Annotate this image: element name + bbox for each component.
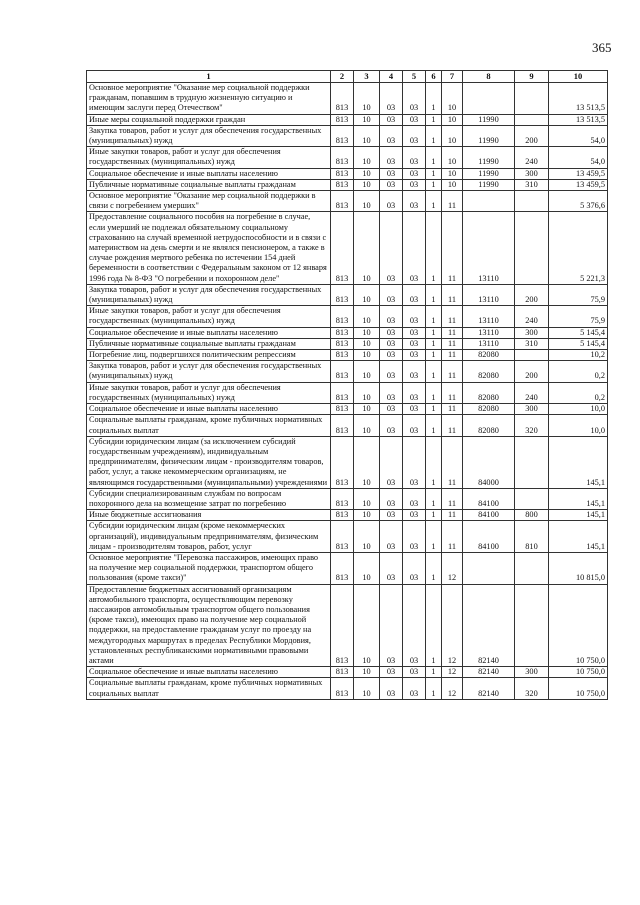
code-ministry: 813 [331,436,354,488]
code-section: 10 [354,212,380,284]
code-event: 11 [442,212,463,284]
code-direction [463,191,515,212]
code-subsection: 03 [380,436,403,488]
table-row [87,191,608,212]
code-expense-type: 320 [515,415,549,436]
code-direction [463,83,515,115]
table-row [87,521,608,553]
header-cell: 9 [515,71,549,83]
code-program: 03 [403,436,426,488]
code-program: 03 [403,521,426,553]
row-name: Предоставление бюджетных ассигнований организациям автомобильного транспорта, осуществляющим перевозку пассажиров автомобильным транспортом общего пользования (кроме такси), имеющих право на получение мер социальной поддержки, на предоставление гражданам услуг по проезду на междугородных маршрутах в пределах Республики Мордовия, установленных республиканскими нормативными правовыми актами [87,584,331,667]
row-name: Предоставление социального пособия на погребение в случае, если умерший не подлежал обязательному социальному страхованию на случай временной нетрудоспособности и в связи с материнством на день смерти и не являлся пенсионером, а также в случае рождения мертвого ребенка по истечении 154 дней беременности в соответствии с Федеральным законом от 12 января 1996 года № 8-ФЗ "О погребении и похоронном деле" [87,212,331,284]
code-subprogram: 1 [426,179,442,190]
code-event: 11 [442,191,463,212]
table-row [87,147,608,168]
amount: 54,0 [549,147,608,168]
table-row [87,350,608,361]
code-program: 03 [403,678,426,699]
row-name: Публичные нормативные социальные выплаты гражданам [87,179,331,190]
code-subsection: 03 [380,327,403,338]
code-section: 10 [354,678,380,699]
code-event: 12 [442,678,463,699]
code-expense-type: 200 [515,361,549,382]
code-ministry: 813 [331,147,354,168]
table-row [87,678,608,699]
amount: 13 459,5 [549,168,608,179]
code-section: 10 [354,382,380,403]
code-section: 10 [354,510,380,521]
code-subprogram: 1 [426,114,442,125]
code-direction: 82080 [463,350,515,361]
code-ministry: 813 [331,667,354,678]
code-program: 03 [403,350,426,361]
code-section: 10 [354,488,380,509]
code-expense-type: 310 [515,338,549,349]
code-program: 03 [403,338,426,349]
table-row [87,179,608,190]
table-row [87,125,608,146]
code-section: 10 [354,125,380,146]
table-row [87,382,608,403]
code-subsection: 03 [380,552,403,584]
code-ministry: 813 [331,678,354,699]
code-event: 11 [442,327,463,338]
code-section: 10 [354,552,380,584]
amount: 75,9 [549,306,608,327]
code-program: 03 [403,361,426,382]
code-direction: 11990 [463,114,515,125]
code-section: 10 [354,415,380,436]
code-event: 11 [442,488,463,509]
code-program: 03 [403,212,426,284]
header-cell: 3 [354,71,380,83]
code-subprogram: 1 [426,168,442,179]
code-direction: 13110 [463,306,515,327]
code-section: 10 [354,83,380,115]
header-row [87,71,608,83]
row-name: Социальное обеспечение и иные выплаты населению [87,327,331,338]
code-subprogram: 1 [426,191,442,212]
row-name: Иные закупки товаров, работ и услуг для обеспечения государственных (муниципальных) нужд [87,147,331,168]
code-ministry: 813 [331,284,354,305]
row-name: Публичные нормативные социальные выплаты гражданам [87,338,331,349]
amount: 5 145,4 [549,327,608,338]
table-row [87,415,608,436]
code-ministry: 813 [331,338,354,349]
row-name: Социальные выплаты гражданам, кроме публичных нормативных социальных выплат [87,415,331,436]
code-subprogram: 1 [426,488,442,509]
code-direction: 82080 [463,415,515,436]
amount: 10,0 [549,415,608,436]
code-program: 03 [403,83,426,115]
code-subprogram: 1 [426,125,442,146]
table-row [87,306,608,327]
code-event: 11 [442,436,463,488]
amount: 54,0 [549,125,608,146]
code-ministry: 813 [331,168,354,179]
amount: 10 750,0 [549,667,608,678]
code-event: 11 [442,521,463,553]
code-ministry: 813 [331,191,354,212]
code-event: 11 [442,510,463,521]
row-name: Основное мероприятие "Оказание мер социальной поддержки гражданам, попавшим в трудную жизненную ситуацию и имеющим заслуги перед Отечеством" [87,83,331,115]
code-ministry: 813 [331,404,354,415]
amount: 13 459,5 [549,179,608,190]
code-subprogram: 1 [426,678,442,699]
code-program: 03 [403,168,426,179]
amount: 13 513,5 [549,83,608,115]
code-ministry: 813 [331,415,354,436]
code-ministry: 813 [331,114,354,125]
code-program: 03 [403,415,426,436]
code-direction: 11990 [463,147,515,168]
code-section: 10 [354,350,380,361]
row-name: Иные закупки товаров, работ и услуг для обеспечения государственных (муниципальных) нужд [87,382,331,403]
code-subprogram: 1 [426,361,442,382]
table-row [87,168,608,179]
table-row [87,510,608,521]
code-event: 12 [442,552,463,584]
code-section: 10 [354,436,380,488]
code-section: 10 [354,284,380,305]
code-subsection: 03 [380,488,403,509]
code-direction: 82080 [463,404,515,415]
code-subprogram: 1 [426,284,442,305]
code-subsection: 03 [380,521,403,553]
code-section: 10 [354,667,380,678]
code-section: 10 [354,114,380,125]
code-ministry: 813 [331,584,354,667]
table-row [87,83,608,115]
code-event: 10 [442,147,463,168]
row-name: Погребение лиц, подвергшихся политическим репрессиям [87,350,331,361]
code-subprogram: 1 [426,552,442,584]
code-ministry: 813 [331,488,354,509]
code-expense-type: 800 [515,510,549,521]
code-event: 10 [442,125,463,146]
table-row [87,552,608,584]
code-direction: 11990 [463,179,515,190]
code-expense-type: 310 [515,179,549,190]
table-row [87,361,608,382]
code-event: 11 [442,382,463,403]
code-subsection: 03 [380,510,403,521]
code-program: 03 [403,382,426,403]
row-name: Социальное обеспечение и иные выплаты населению [87,667,331,678]
code-program: 03 [403,114,426,125]
code-expense-type [515,584,549,667]
code-subsection: 03 [380,667,403,678]
amount: 5 376,6 [549,191,608,212]
header-cell: 2 [331,71,354,83]
code-section: 10 [354,338,380,349]
code-subsection: 03 [380,678,403,699]
row-name: Закупка товаров, работ и услуг для обеспечения государственных (муниципальных) нужд [87,361,331,382]
amount: 10 750,0 [549,584,608,667]
code-section: 10 [354,404,380,415]
code-subprogram: 1 [426,404,442,415]
table-row [87,488,608,509]
code-event: 12 [442,584,463,667]
code-ministry: 813 [331,510,354,521]
code-subprogram: 1 [426,510,442,521]
code-program: 03 [403,191,426,212]
code-subprogram: 1 [426,415,442,436]
header-cell: 10 [549,71,608,83]
code-program: 03 [403,667,426,678]
amount: 0,2 [549,361,608,382]
code-event: 11 [442,284,463,305]
code-event: 10 [442,168,463,179]
code-direction: 84100 [463,510,515,521]
header-cell: 1 [87,71,331,83]
code-expense-type: 240 [515,306,549,327]
row-name: Субсидии специализированным службам по вопросам похоронного дела на возмещение затрат по погребению [87,488,331,509]
table-row [87,114,608,125]
amount: 0,2 [549,382,608,403]
code-event: 11 [442,415,463,436]
row-name: Иные закупки товаров, работ и услуг для обеспечения государственных (муниципальных) нужд [87,306,331,327]
code-subsection: 03 [380,338,403,349]
code-program: 03 [403,284,426,305]
code-direction: 82140 [463,667,515,678]
header-cell: 4 [380,71,403,83]
code-subprogram: 1 [426,382,442,403]
code-program: 03 [403,327,426,338]
code-subsection: 03 [380,191,403,212]
code-subprogram: 1 [426,338,442,349]
code-expense-type [515,488,549,509]
code-expense-type: 300 [515,667,549,678]
code-direction: 13110 [463,284,515,305]
code-expense-type: 240 [515,147,549,168]
code-ministry: 813 [331,521,354,553]
code-subprogram: 1 [426,436,442,488]
code-subsection: 03 [380,179,403,190]
code-subsection: 03 [380,147,403,168]
code-direction: 13110 [463,212,515,284]
table-row [87,338,608,349]
code-expense-type [515,436,549,488]
code-program: 03 [403,510,426,521]
code-subprogram: 1 [426,327,442,338]
amount: 5 145,4 [549,338,608,349]
code-expense-type: 300 [515,327,549,338]
row-name: Субсидии юридическим лицам (за исключением субсидий государственным учреждениям), индивидуальным предпринимателям, физическим лицам - производителям товаров, работ, услуг, а также некоммерческим организациям, не являющимся государственными (муниципальными) учреждениями [87,436,331,488]
code-direction: 82080 [463,382,515,403]
code-section: 10 [354,361,380,382]
row-name: Субсидии юридическим лицам (кроме некоммерческих организаций), индивидуальным предпринимателям, физическим лицам - производителям товаров, работ, услуг [87,521,331,553]
code-event: 10 [442,179,463,190]
code-event: 11 [442,404,463,415]
code-expense-type [515,212,549,284]
code-expense-type: 810 [515,521,549,553]
code-subprogram: 1 [426,83,442,115]
code-ministry: 813 [331,306,354,327]
amount: 75,9 [549,284,608,305]
amount: 10,0 [549,404,608,415]
code-expense-type [515,191,549,212]
code-ministry: 813 [331,350,354,361]
table-row [87,284,608,305]
table-row [87,436,608,488]
code-subsection: 03 [380,350,403,361]
header-cell: 6 [426,71,442,83]
code-direction: 84000 [463,436,515,488]
code-subprogram: 1 [426,521,442,553]
row-name: Закупка товаров, работ и услуг для обеспечения государственных (муниципальных) нужд [87,284,331,305]
code-section: 10 [354,168,380,179]
code-program: 03 [403,147,426,168]
code-subsection: 03 [380,114,403,125]
code-subsection: 03 [380,584,403,667]
code-program: 03 [403,552,426,584]
code-direction: 11990 [463,168,515,179]
table-row [87,667,608,678]
code-program: 03 [403,488,426,509]
code-ministry: 813 [331,212,354,284]
row-name: Иные бюджетные ассигнования [87,510,331,521]
code-expense-type: 200 [515,284,549,305]
code-ministry: 813 [331,361,354,382]
code-subprogram: 1 [426,350,442,361]
code-subprogram: 1 [426,212,442,284]
code-expense-type [515,114,549,125]
amount: 5 221,3 [549,212,608,284]
code-section: 10 [354,327,380,338]
table-row [87,404,608,415]
code-expense-type [515,350,549,361]
code-subprogram: 1 [426,147,442,168]
code-section: 10 [354,147,380,168]
amount: 10,2 [549,350,608,361]
code-direction: 84100 [463,488,515,509]
code-subsection: 03 [380,212,403,284]
table-row [87,212,608,284]
amount: 145,1 [549,510,608,521]
code-section: 10 [354,521,380,553]
budget-table [86,70,608,700]
code-direction [463,552,515,584]
code-ministry: 813 [331,552,354,584]
code-program: 03 [403,306,426,327]
amount: 10 750,0 [549,678,608,699]
code-direction: 82140 [463,584,515,667]
code-subsection: 03 [380,415,403,436]
code-program: 03 [403,125,426,146]
header-cell: 5 [403,71,426,83]
code-direction: 84100 [463,521,515,553]
code-expense-type [515,83,549,115]
code-section: 10 [354,584,380,667]
code-program: 03 [403,584,426,667]
code-subsection: 03 [380,361,403,382]
code-subsection: 03 [380,125,403,146]
code-subsection: 03 [380,83,403,115]
code-ministry: 813 [331,125,354,146]
code-event: 10 [442,114,463,125]
code-event: 10 [442,83,463,115]
code-direction: 82080 [463,361,515,382]
code-subprogram: 1 [426,306,442,327]
header-cell: 7 [442,71,463,83]
header-cell: 8 [463,71,515,83]
table-row [87,327,608,338]
code-expense-type: 300 [515,404,549,415]
code-program: 03 [403,404,426,415]
code-ministry: 813 [331,179,354,190]
code-ministry: 813 [331,382,354,403]
amount: 13 513,5 [549,114,608,125]
row-name: Основное мероприятие "Оказание мер социальной поддержки в связи с погребением умерших" [87,191,331,212]
code-program: 03 [403,179,426,190]
code-expense-type: 320 [515,678,549,699]
row-name: Основное мероприятие "Перевозка пассажиров, имеющих право на получение мер социальной поддержки, транспортом общего пользования (кроме такси)" [87,552,331,584]
code-event: 12 [442,667,463,678]
amount: 145,1 [549,436,608,488]
code-expense-type: 240 [515,382,549,403]
code-subsection: 03 [380,284,403,305]
code-expense-type: 200 [515,125,549,146]
code-direction: 13110 [463,338,515,349]
code-direction: 13110 [463,327,515,338]
code-expense-type [515,552,549,584]
code-event: 11 [442,361,463,382]
code-subsection: 03 [380,168,403,179]
code-subsection: 03 [380,404,403,415]
code-event: 11 [442,350,463,361]
code-direction: 11990 [463,125,515,146]
amount: 145,1 [549,488,608,509]
row-name: Социальное обеспечение и иные выплаты населению [87,404,331,415]
amount: 10 815,0 [549,552,608,584]
code-event: 11 [442,306,463,327]
page-number: 365 [592,40,612,55]
code-section: 10 [354,306,380,327]
code-ministry: 813 [331,327,354,338]
code-ministry: 813 [331,83,354,115]
row-name: Социальное обеспечение и иные выплаты населению [87,168,331,179]
table-row [87,584,608,667]
row-name: Иные меры социальной поддержки граждан [87,114,331,125]
code-section: 10 [354,179,380,190]
code-subprogram: 1 [426,667,442,678]
code-subsection: 03 [380,306,403,327]
code-section: 10 [354,191,380,212]
code-direction: 82140 [463,678,515,699]
amount: 145,1 [549,521,608,553]
row-name: Закупка товаров, работ и услуг для обеспечения государственных (муниципальных) нужд [87,125,331,146]
code-subprogram: 1 [426,584,442,667]
code-event: 11 [442,338,463,349]
row-name: Социальные выплаты гражданам, кроме публичных нормативных социальных выплат [87,678,331,699]
code-subsection: 03 [380,382,403,403]
code-expense-type: 300 [515,168,549,179]
